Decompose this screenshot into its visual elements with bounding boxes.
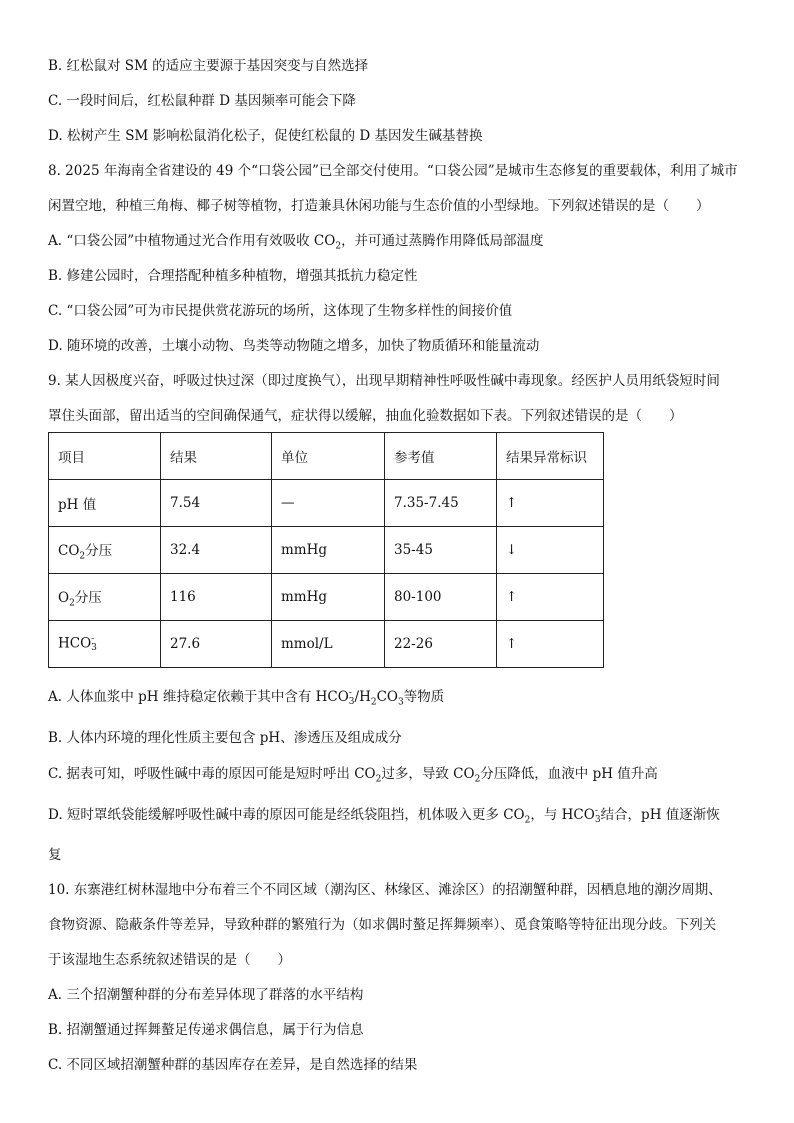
- table-cell-item: $CO_2$分压: [49, 527, 161, 574]
- table-header-cell: 结果异常标识: [497, 433, 604, 480]
- q10-stem-line2: 食物资源、隐蔽条件等差异，导致种群的繁殖行为（如求偶时螯足挥舞频率）、觅食策略等特征出现分歧。下列关: [48, 917, 717, 933]
- table-cell-flag: ↓: [497, 527, 604, 574]
- q9-option-d-wrap: 复: [48, 847, 62, 863]
- table-cell-ref: 80-100: [385, 574, 497, 621]
- q7-option-b: B. 红松鼠对 SM 的适应主要源于基因突变与自然选择: [48, 58, 369, 74]
- table-row: [49, 527, 604, 574]
- q10-option-a: A. 三个招潮蟹种群的分布差异体现了群落的水平结构: [48, 987, 364, 1003]
- q10-option-c: C. 不同区域招潮蟹种群的基因库存在差异，是自然选择的结果: [48, 1057, 418, 1073]
- table-row: [49, 480, 604, 527]
- table-cell-flag: ↑: [497, 621, 604, 668]
- table-cell-result: 27.6: [161, 621, 272, 668]
- table-row: [49, 574, 604, 621]
- q8-option-a: A. “口袋公园”中植物通过光合作用有效吸收 $CO_2$，并可通过蒸腾作用降低局部温度: [48, 233, 544, 252]
- table-cell-unit: mmol/L: [272, 621, 385, 668]
- q8-option-d: D. 随环境的改善，土壤小动物、鸟类等动物随之增多，加快了物质循环和能量流动: [48, 338, 540, 354]
- table-cell-unit: mmHg: [272, 574, 385, 621]
- table-header-cell: 单位: [272, 433, 385, 480]
- q9-stem-line1: 9. 某人因极度兴奋，呼吸过快过深（即过度换气），出现早期精神性呼吸性碱中毒现象。经医护人员用纸袋短时间: [48, 373, 720, 389]
- q8-option-b: B. 修建公园时，合理搭配种植多种植物，增强其抵抗力稳定性: [48, 268, 418, 284]
- q10-option-b: B. 招潮蟹通过挥舞螯足传递求偶信息，属于行为信息: [48, 1022, 364, 1038]
- q8-option-c: C. “口袋公园”可为市民提供赏花游玩的场所，这体现了生物多样性的间接价值: [48, 303, 513, 319]
- table-cell-ref: 22-26: [385, 621, 497, 668]
- table-header-cell: 参考值: [385, 433, 497, 480]
- table-header-row: [49, 433, 604, 480]
- table-cell-result: 32.4: [161, 527, 272, 574]
- table-cell-result: 116: [161, 574, 272, 621]
- q9-option-b: B. 人体内环境的理化性质主要包含 pH、渗透压及组成成分: [48, 730, 402, 746]
- q9-option-a: A. 人体血浆中 pH 维持稳定依赖于其中含有 HCO - 3 $/H_2CO_3$等物质: [48, 687, 445, 708]
- q8-stem-line1: 8. 2025 年海南全省建设的 49 个“口袋公园”已全部交付使用。“口袋公园”是城市生态修复的重要载体，利用了城市: [48, 163, 738, 179]
- blood-test-table: [48, 432, 604, 668]
- table-header-cell: 结果: [161, 433, 272, 480]
- table-cell-unit: —: [272, 480, 385, 527]
- table-cell-flag: ↑: [497, 480, 604, 527]
- table-cell-flag: ↑: [497, 574, 604, 621]
- table-cell-unit: mmHg: [272, 527, 385, 574]
- q7-option-d: D. 松树产生 SM 影响松鼠消化松子，促使红松鼠的 D 基因发生碱基替换: [48, 128, 483, 144]
- table-cell-ref: 35-45: [385, 527, 497, 574]
- q7-option-c: C. 一段时间后，红松鼠种群 D 基因频率可能会下降: [48, 93, 356, 109]
- table-cell-item: $O_2$分压: [49, 574, 161, 621]
- table-cell-result: 7.54: [161, 480, 272, 527]
- table-cell-ref: 7.35-7.45: [385, 480, 497, 527]
- q9-option-d: D. 短时罩纸袋能缓解呼吸性碱中毒的原因可能是经纸袋阻挡，机体吸入更多 $CO_2$，与 HCO - 3 结合，pH 值逐渐恢: [48, 805, 720, 826]
- q9-stem-line2: 罩住头面部，留出适当的空间确保通气，症状得以缓解，抽血化验数据如下表。下列叙述错误的是（ ）: [48, 408, 683, 424]
- table-cell-item: pH 值: [49, 480, 161, 527]
- table-row: [49, 621, 604, 668]
- q10-stem-line3: 于该湿地生态系统叙述错误的是（ ）: [48, 952, 291, 968]
- table-cell-item: HCO - 3: [49, 621, 161, 668]
- q9-option-c: C. 据表可知，呼吸性碱中毒的原因可能是短时呼出 $CO_2$过多，导致 $CO_2$分压降低，血液中 pH 值升高: [48, 766, 658, 785]
- q8-stem-line2: 闲置空地，种植三角梅、椰子树等植物，打造兼具休闲功能与生态价值的小型绿地。下列叙述错误的是（ ）: [48, 198, 710, 214]
- table-header-cell: 项目: [49, 433, 161, 480]
- q10-stem-line1: 10. 东寨港红树林湿地中分布着三个不同区域（潮沟区、林缘区、滩涂区）的招潮蟹种群，因栖息地的潮汐周期、: [48, 882, 722, 898]
